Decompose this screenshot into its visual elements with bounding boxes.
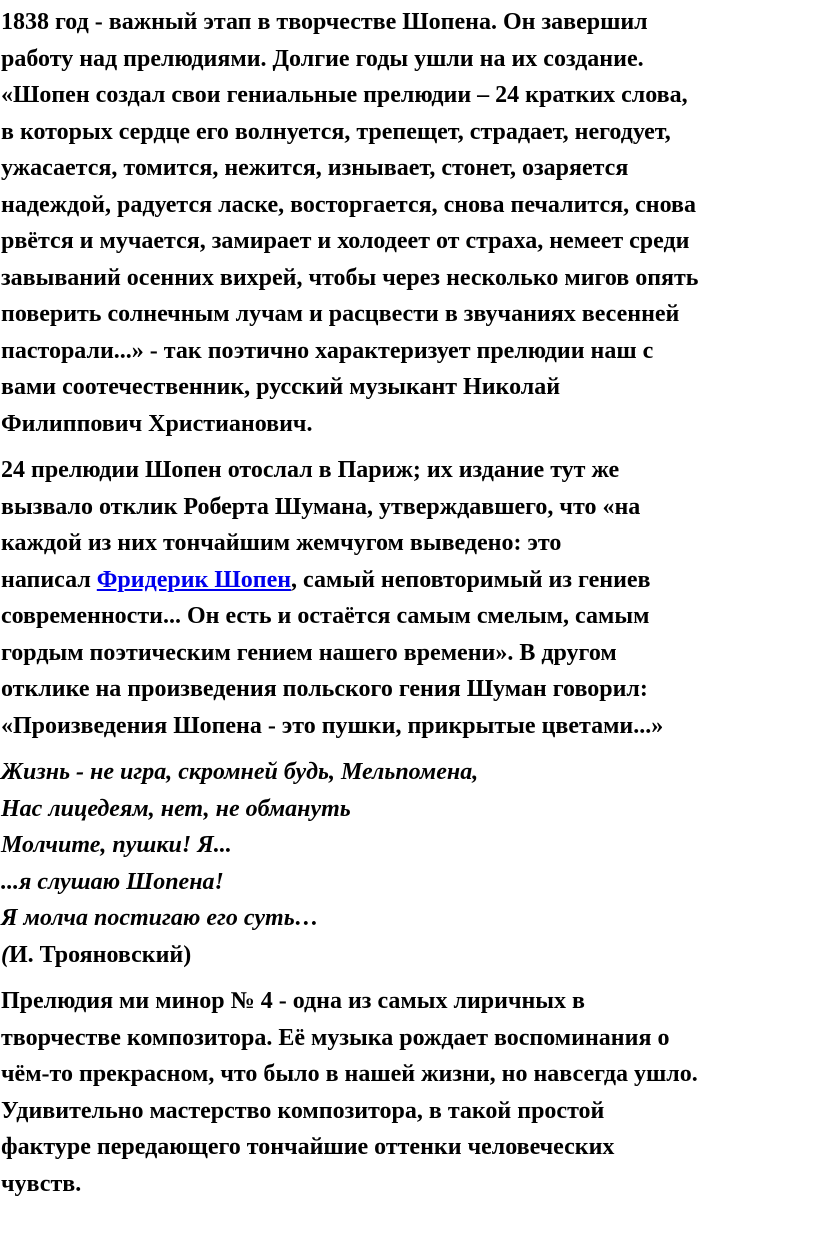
text-line: фактуре передающего тончайшие оттенки человеческих [1,1134,615,1160]
text-line: завываний осенних вихрей, чтобы через несколько мигов опять [1,264,699,291]
paragraph-schumann [1,452,816,744]
poem-line: Нас лицедеям, нет, не обмануть [1,795,351,822]
text-line: надеждой, радуется ласке, восторгается, снова печалится, снова [1,191,696,218]
link-suffix-text: , самый неповторимый из гениев [291,566,651,593]
paragraph-intro [1,4,816,442]
text-line: чувств. [1,1170,82,1197]
attribution-text: И. Трояновский) [9,941,192,968]
poem-line: Я молча постигаю его суть… [1,905,319,931]
paragraph-prelude [1,983,816,1202]
text-line: 24 прелюдии Шопен отослал в Париж; их издание тут же [1,457,620,483]
text-line: современности... Он есть и остаётся самым смелым, самым [1,603,650,629]
text-line: Удивительно мастерство композитора, в такой простой [1,1097,605,1124]
poem-line: Молчите, пушки! Я... [1,832,232,858]
paragraph-spacer [1,442,816,452]
text-line: «Шопен создал свои гениальные прелюдии – 24 кратких слова, [1,82,688,108]
text-line: отклике на произведения польского гения Шуман говорил: [1,676,648,702]
text-line: пасторали...» - так поэтично характеризует прелюдии наш с [1,337,654,364]
paragraph-spacer [1,744,816,754]
link-prefix-text: написал [1,566,97,593]
text-line: гордым поэтическим гением нашего времени». В другом [1,639,617,666]
text-line-with-link [1,562,816,599]
text-line: рвётся и мучается, замирает и холодеет от страха, немеет среди [1,228,690,254]
text-line: Филиппович Христианович. [1,410,313,437]
text-line: в которых сердце его волнуется, трепещет, страдает, негодует, [1,118,671,145]
chopin-link[interactable]: Фридерик Шопен [96,566,292,593]
text-line: Прелюдия ми минор № 4 - одна из самых лиричных в [1,988,586,1014]
text-line: работу над прелюдиями. Долгие годы ушли на их создание. [1,45,644,72]
text-line: поверить солнечным лучам и расцвести в звучаниях весенней [1,301,680,327]
text-line: каждой из них тончайшим жемчугом выведено: это [1,530,562,556]
text-line: 1838 год - важный этап в творчестве Шопена. Он завершил [1,9,648,35]
text-line: вызвало отклик Роберта Шумана, утверждавшего, что «на [1,493,641,520]
text-line: вами соотечественник, русский музыкант Николай [1,374,561,400]
poem-line: Жизнь - не игра, скромней будь, Мельпомена, [1,759,479,785]
poem-block [1,754,816,973]
poem-line: ...я слушаю Шопена! [1,868,224,895]
text-line: ужасается, томится, нежится, изнывает, стонет, озаряется [1,155,629,181]
text-line: творчестве композитора. Её музыка рождает воспоминания о [1,1024,670,1051]
paragraph-spacer [1,973,816,983]
text-line: «Произведения Шопена - это пушки, прикрытые цветами...» [1,712,664,739]
attribution-open-paren: ( [1,941,9,968]
text-line: чём-то прекрасном, что было в нашей жизни, но навсегда ушло. [1,1061,698,1087]
poem-attribution [1,937,816,974]
